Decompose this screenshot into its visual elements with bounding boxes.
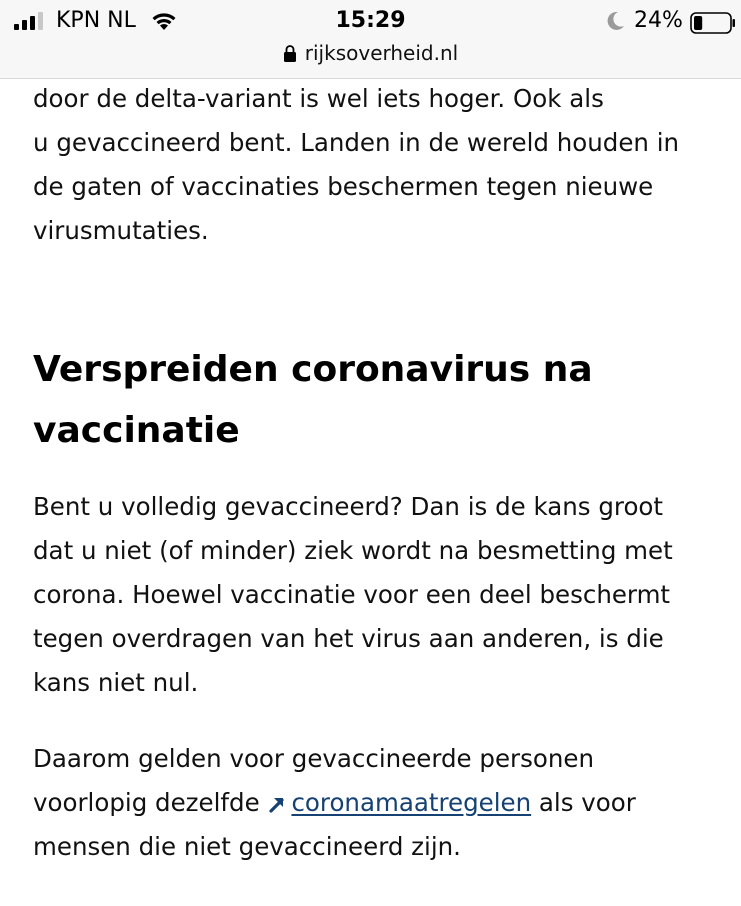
intro-line: virusmutaties.: [33, 216, 209, 245]
intro-line: door de delta-variant is wel iets hoger. Ook als: [33, 84, 604, 113]
paragraph-text: voorlopig dezelfde: [33, 788, 268, 817]
coronamaatregelen-link[interactable]: [267, 788, 531, 817]
link-label: coronamaatregelen: [291, 788, 532, 817]
section-heading: [33, 339, 723, 461]
external-link-arrow-icon: [267, 794, 287, 814]
heading-line: Verspreiden coronavirus na: [33, 349, 593, 390]
battery-icon: [690, 12, 736, 34]
paragraph-line: kans niet nul.: [33, 668, 199, 697]
clock-time: 15:29: [335, 8, 406, 33]
intro-paragraph: [33, 77, 723, 253]
paragraph-line: corona. Hoewel vaccinatie voor een deel beschermt: [33, 580, 671, 609]
article-content: [33, 77, 723, 869]
status-bar: [0, 0, 741, 79]
paragraph-line: dat u niet (of minder) ziek wordt na besmetting met: [33, 536, 673, 565]
lock-icon: [283, 44, 297, 62]
paragraph-line: Daarom gelden voor gevaccineerde personen: [33, 744, 594, 773]
measures-paragraph: [33, 737, 723, 869]
paragraph-line: mensen die niet gevaccineerd zijn.: [33, 832, 461, 861]
intro-line: de gaten of vaccinaties beschermen tegen nieuwe: [33, 172, 654, 201]
battery-percentage: 24%: [634, 8, 683, 33]
intro-line: u gevaccineerd bent. Landen in de wereld houden in: [33, 128, 680, 157]
vaccination-paragraph: [33, 485, 723, 705]
status-row: [0, 6, 741, 36]
heading-line: vaccinatie: [33, 410, 240, 451]
moon-icon: [604, 10, 626, 32]
paragraph-line: Bent u volledig gevaccineerd? Dan is de kans groot: [33, 492, 664, 521]
carrier-name: KPN NL: [56, 8, 136, 33]
paragraph-text: als voor: [531, 788, 636, 817]
address-bar[interactable]: [0, 40, 741, 68]
paragraph-line: tegen overdragen van het virus aan anderen, is die: [33, 624, 664, 653]
url-text: rijksoverheid.nl: [304, 41, 459, 65]
